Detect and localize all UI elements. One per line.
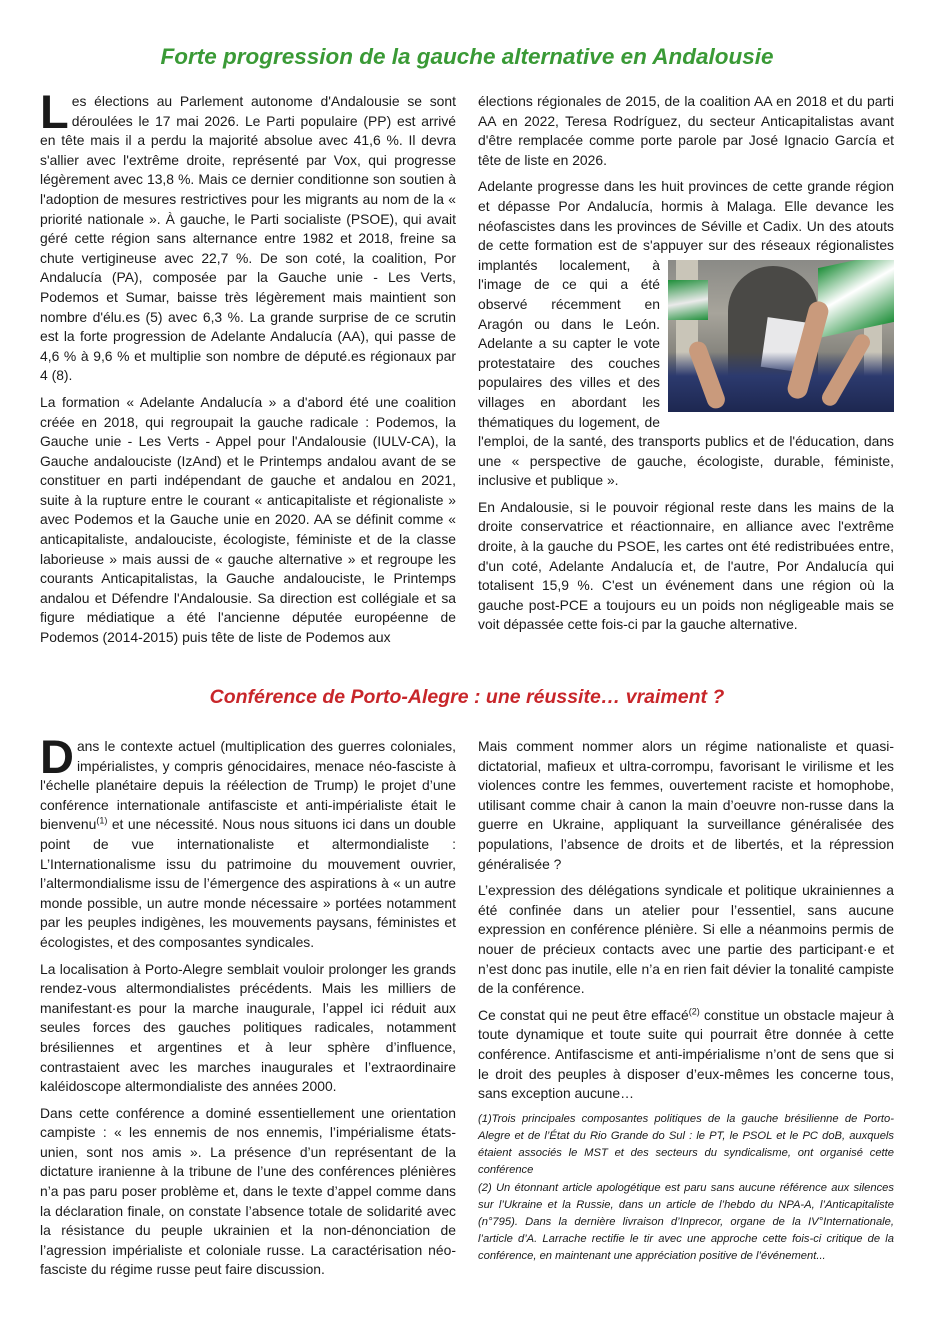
article2-right-column — [478, 737, 894, 1266]
paragraph-text: Ce constat qui ne peut être effacé — [478, 1006, 689, 1023]
article1-paragraph-start — [478, 178, 894, 488]
paragraph-text: ans le contexte actuel (multiplication des guerres coloniales, impérialistes, y compris génocidaires, menace néo-fasciste à l'échelle planétaire depuis la réélection de Trump) le projet d’une conférence internationale antifasciste et anti-impérialiste était le bienvenu — [40, 738, 456, 833]
article2-paragraph: La localisation à Porto-Alegre semblait vouloir prolonger les grands rendez-vous altermondialistes précédents. Mais les milliers de manifestant·es pour la marche inaugurale, l’appel ici réduit aux seules forces des gauches politiques radicales, notamment brésiliennes et argentines et à leur sphère d’influence, contrastaient avec les marches inaugurales et l’extraordinaire kaléidoscope altermondialiste des années 2000. — [40, 960, 456, 1095]
article1-right-column — [478, 92, 894, 642]
article1-left-column — [40, 85, 456, 655]
paragraph-text: es élections au Parlement autonome d'Andalousie se sont déroulées le 17 mai 2026. Le Parti populaire (PP) est arrivé en tête mais il a perdu la majorité absolue avec 41,6 %. Il devra s'allier avec l'extrême droite, représenté par Vox, qui progresse légèrement avec 13,8 %. Mais ce dernier conditionne son soutien à l'adoption de mesures restrictives pour les migrants au nom de la « priorité nationale ». À gauche, le Parti socialiste (PSOE), qui avait géré cette région sans alternance entre 1982 et 2018, freine sa chute vertigineuse avec 22,7 %. De son coté, la coalition, Por Andalucía (PA), composée par la Gauche unie - Les Verts, Podemos et Sumar, baisse très légèrement mais maintient son nombre d'élu.es (5) avec 6,3 %. La grande surprise de ce scrutin est la forte progression de Adelante Andalucía (AA), qui passe de 4,6 % à 9,6 % et multiplie son nombre de député.es régionaux par 4 (8). — [40, 93, 456, 384]
article1-paragraph — [478, 177, 894, 491]
drop-cap: L — [40, 85, 69, 138]
article1-paragraph: élections régionales de 2015, de la coalition AA en 2018 et du parti AA en 2022, Teresa Rodríguez, du secteur Anticapitalistas avant d'être remplacée comme porte parole par José Ignacio García et tête de liste en 2026. — [478, 93, 894, 168]
protest-photo — [668, 260, 894, 412]
article1-paragraph — [40, 85, 456, 386]
footnote-ref: (2) — [688, 1006, 700, 1017]
photo-flag — [668, 280, 708, 320]
article2-left-column — [40, 730, 456, 1287]
paragraph-text: régionalistes implantés localement, à l'image de ce qui a été observé récemment en Aragón ou dans le León. Adelante a su capter le vote protestataire des couches populaires des villes et des villages en abordant les thématiques du logement, de l'emploi, de la santé, des transports publics et de l'éducation, dans une « perspective de gauche, écologiste, durable, féministe, inclusive et publique ». — [478, 237, 894, 489]
article1-title: Forte progression de la gauche alternative en Andalousie — [160, 44, 774, 69]
paragraph-text: Adelante progresse dans les huit provinces de cette grande région et dépasse Por Andalucía, hormis à Malaga. Elle devance les néofascistes dans les provinces de Séville et Cadix. Un des atouts de cette formation est de s'appuyer sur des réseaux — [478, 178, 894, 254]
article2-title: Conférence de Porto-Alegre : une réussite… vraiment ? — [209, 686, 725, 708]
article2-paragraph: Mais comment nommer alors un régime nationaliste et quasi-dictatorial, mafieux et ultra-corrompu, favorisant le virilisme et les violences contre les femmes, ouvertement raciste et homophobe, utilisant comme chair à canon la main d’oeuvre non-russe dans la guerre en Ukraine, appliquant la surveillance généralisée des populations, l’absence de droits et de libertés, et la répression généralisée ? — [478, 738, 894, 872]
footnote-ref: (1) — [96, 815, 108, 826]
footnotes — [478, 1111, 894, 1265]
photo-flag — [818, 260, 894, 338]
article2-paragraph: L’expression des délégations syndicale et politique ukrainiennes a été confinée dans un atelier pour l’essentiel, sans aucune expression en conférence plénière. Si elle a néanmoins permis de nouer de précieux contacts avec une partie des participant·e et n’est donc pas inutile, elle n’a en rien fait dévier la tonalité campiste de la conférence. — [478, 882, 894, 997]
paragraph-text: constitue un obstacle majeur à toute dynamique et toute suite qui pourrait être donnée à cette conférence. Antifascisme et anti-impérialisme n’ont de sens que si le droit des peuples à disposer d’eux-mêmes les concerne tous, sans exception aucune… — [478, 1006, 895, 1102]
footnote-1: (1)Trois principales composantes politiques de la gauche brésilienne de Porto-Alegre et de l’État du Rio Grande do Sul : le PT, le PSOL et le PC doB, auxquels étaient associés le MST et des secteurs du syndicalisme, ont organisé cette conférence — [478, 1112, 894, 1176]
article2-paragraph — [40, 730, 456, 953]
article2-paragraph: Dans cette conférence a dominé essentiellement une orientation campiste : « les ennemis de nos ennemis, l’impérialisme états-unien, sont nos amis ». La présence d’un représentant de la dictature iranienne à la tribune de l’une des conférences plénières n’a pas paru poser problème et, dans le texte d’appel comme dans la déclaration finale, on constate l’absence totale de solidarité avec la résistance du peuple ukrainien et la non-dénonciation de l’agression impérialiste et coloniale russe. La caractérisation néo-fasciste du régime russe peut faire discussion. — [40, 1104, 456, 1278]
article1-paragraph: En Andalousie, si le pouvoir régional reste dans les mains de la droite conservatrice et réactionnaire, en alliance avec l'extrême droite, à la gauche du PSOE, les cartes ont été redistribuées entre, d'un coté, Adelante Andalucía et, de l'autre, Por Andalucía qui totalisent 15,9 %. C'est un événement dans une région où la gauche post-PCE a toujours eu un poids non négligeable mais se voit dépassée cette fois-ci par la gauche alternative. — [478, 498, 894, 633]
drop-cap: D — [40, 730, 74, 783]
article1-paragraph: La formation « Adelante Andalucía » a d'abord été une coalition créée en 2018, qui regroupait la gauche radicale : Podemos, la Gauche unie - Les Verts - Appel pour l'Andalousie (IULV-CA), la Gauche andalouciste (IzAnd) et le Printemps andalou avant de se constituer en parti indépendant de gauche et andalou en 2021, suite à la rupture entre le courant « anticapitaliste et régionaliste » avec Podemos et la Gauche unie en 2020. AA se définit comme « anticapitaliste, andalouciste, écologiste, féministe et de la classe laborieuse » mais aussi de « gauche alternative » et regroupe les courants Anticapitalistas, la Gauche andalouciste, le Printemps andalou et Défendre l'Andalousie. Sa direction est collégiale et sa figure médiatique a été l'ancienne députée européenne de Podemos (2014-2015) puis tête de liste de Podemos aux — [40, 393, 456, 646]
paragraph-text: et une nécessité. Nous nous situons ici dans un double point de vue internationaliste et altermondialiste : L’Internationalisme issu du patrimoine du mouvement ouvrier, l’altermondialisme issu de l’émergence des aspirations à « un autre monde possible, un autre monde nécessaire » portées notamment par les peuples indigènes, les mouvements paysans, féministes et écologistes, et des composantes syndicales. — [40, 816, 456, 950]
article2-paragraph — [478, 1006, 894, 1104]
footnote-2: (2) Un étonnant article apologétique est paru sans aucune référence aux silences sur l’Ukraine et la Russie, dans un article de l’hebdo du NPA-A, l’Anticapitaliste (n°795). Dans la dernière livraison d’Inprecor, organe de la IV°Internationale, l’article d’A. Larrache rectifie le tir avec une approche cette fois-ci critique de la conférence, en maintenant une appréciation positive de l’événement... — [478, 1181, 894, 1262]
